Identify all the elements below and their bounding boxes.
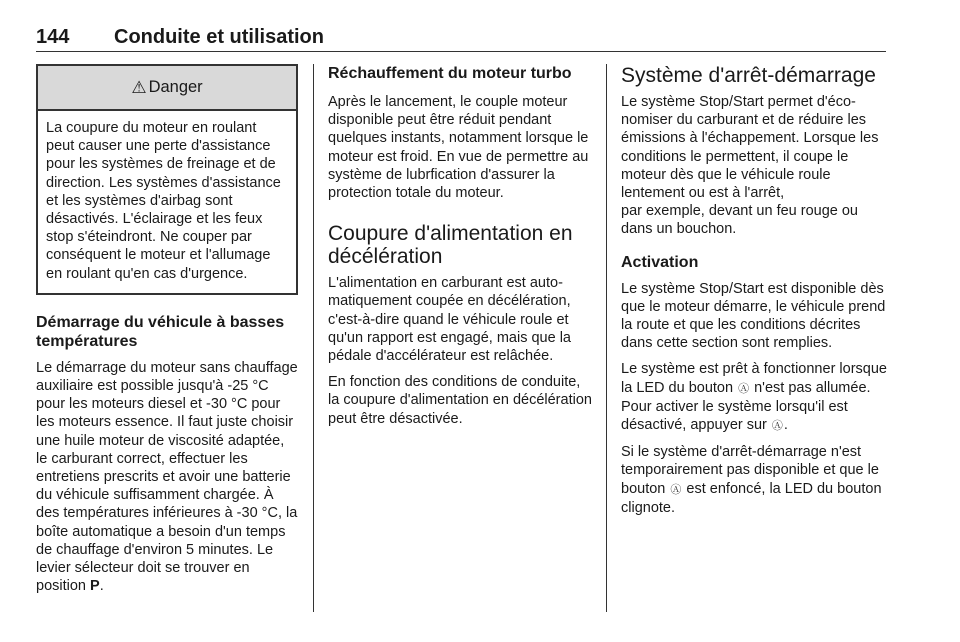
fuel-cut-text-2: En fonction des conditions de conduite, la coupure d'alimentation en décélération peut être désactivée. (328, 374, 592, 427)
header-rule (36, 51, 886, 52)
page-header (36, 26, 886, 52)
section-heading-turbo: Réchauffement du moteur turbo (328, 65, 572, 82)
stop-start-button-icon: Ⓐ (670, 483, 682, 496)
page-number: 144 (36, 26, 70, 48)
warning-icon: ⚠ (131, 77, 147, 97)
stop-start-intro: Le système Stop/Start permet d'économiser du carburant et de réduire les émissions à l'échappement. Lorsque les conditions le permettent, il coupe le moteur dès que le véhicule roule lentement ou est à l'arrêt, (621, 94, 879, 202)
column-divider (313, 64, 314, 612)
selector-position: P (90, 578, 100, 595)
danger-title: Danger (148, 78, 203, 96)
column-middle (328, 64, 594, 428)
fuel-cut-text-1: L'alimentation en carburant est automatiquement coupée en décélération, c'est-à-dire quand le véhicule roule et qu'un rapport est engagé, mais que la pédale d'accélérateur est relâchée. (328, 275, 571, 365)
stop-start-example: par exemple, devant un feu rouge ou dans un bouchon. (621, 203, 858, 238)
column-left (36, 64, 298, 595)
danger-header (38, 66, 296, 111)
turbo-text: Après le lancement, le couple moteur disponible peut être réduit pendant quelques instants, notamment lorsque le moteur est froid. En vue de permettre au système de lubrfication d'assurer la protection totale du moteur. (328, 94, 589, 202)
section-heading-fuel-cut: Coupure d'alimentation en décélération (328, 222, 573, 269)
column-right (621, 64, 887, 517)
column-divider (606, 64, 607, 612)
stop-start-button-icon: Ⓐ (771, 420, 783, 433)
running-title: Conduite et utilisation (114, 26, 324, 48)
danger-text: La coupure du moteur en roulant peut causer une perte d'assistance pour les systèmes de freinage et de direction. Les systèmes d'assistance et les systèmes d'airbag sont désactivés. L'éclairage et les feux stop s'éteindront. Ne couper par conséquent le moteur et l'allumage en roulant qu'en cas d'urgence. (46, 120, 281, 282)
section-heading-cold-start: Démarrage du véhicule à basses températures (36, 313, 285, 350)
activation-text-1: Le système Stop/Start est disponible dès que le moteur démarre, le véhicule prend la route et que les conditions décrites dans cette section sont remplies. (621, 280, 886, 352)
cold-start-text: Le démarrage du moteur sans chauffage auxiliaire est possible jusqu'à -25 °C pour les moteurs diesel et -30 °C pour les moteurs essence. Il faut juste choisir une huile moteur de viscosité adaptée, le carburant correct, effectuer les entretiens prescrits et avoir une batterie du véhicule suffisamment chargée. À des températures inférieures à -30 °C, la boîte automatique a besoin d'un temps de chauffage d'environ 5 minutes. Le levier sélecteur doit se trouver en position P. (36, 359, 298, 595)
activation-text-2: Le système est prêt à fonctionner lorsque la LED du bouton Ⓐ n'est pas allumée. Pour activer le système lorsqu'il est désactivé, appuyer sur Ⓐ. (621, 360, 887, 435)
stop-start-button-icon: Ⓐ (738, 382, 750, 395)
section-heading-activation: Activation (621, 253, 699, 271)
section-heading-stop-start: Système d'arrêt-démarrage (621, 64, 876, 87)
danger-box (36, 64, 298, 295)
activation-text-3: Si le système d'arrêt-démarrage n'est temporairement pas disponible et que le bouton Ⓐ est enfoncé, la LED du bouton clignote. (621, 444, 882, 516)
